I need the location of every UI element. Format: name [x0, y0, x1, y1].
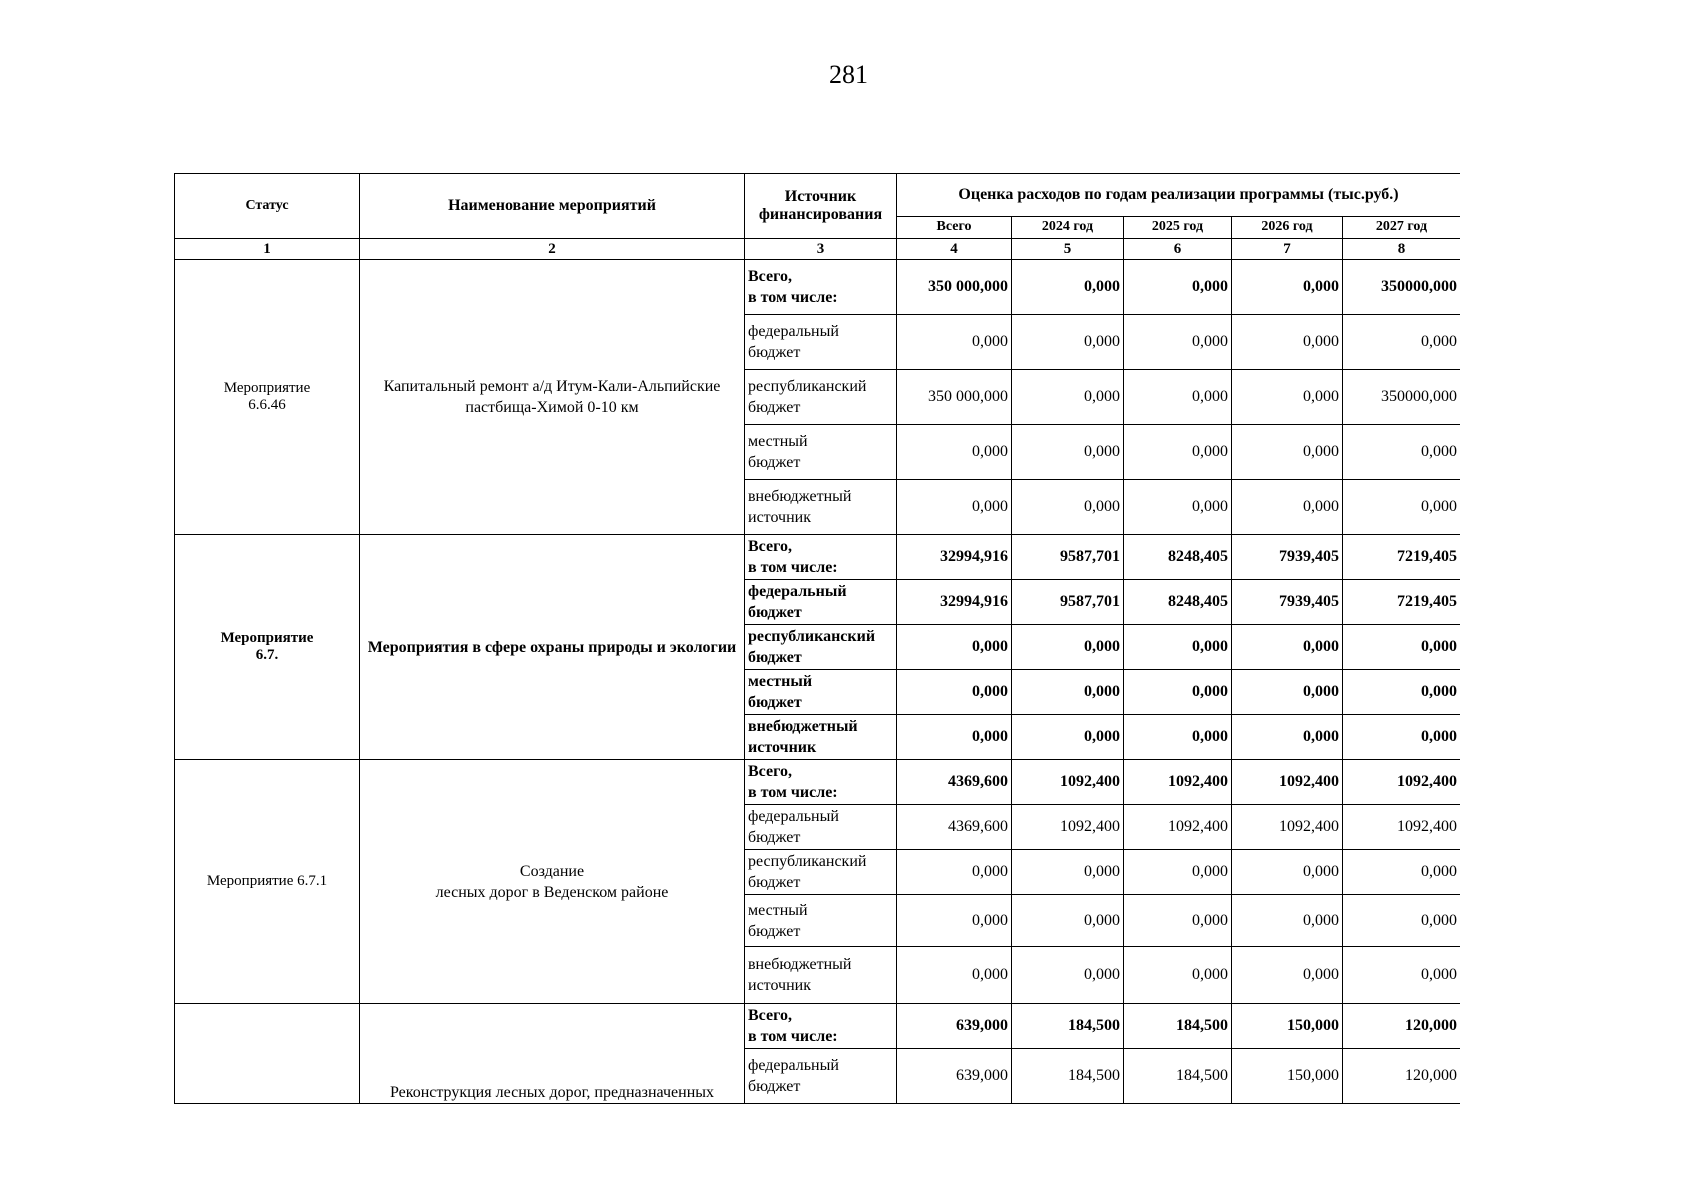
funding-source: Всего, в том числе: [745, 760, 897, 805]
column-index-5: 5 [1012, 239, 1124, 260]
value-total: 32994,916 [897, 535, 1012, 580]
value-total: 350 000,000 [897, 260, 1012, 315]
value-2024: 184,500 [1012, 1004, 1124, 1049]
value-2027: 0,000 [1343, 850, 1461, 895]
column-index-2: 2 [360, 239, 745, 260]
value-2025: 0,000 [1124, 625, 1232, 670]
value-2026: 0,000 [1232, 715, 1343, 760]
header-2026: 2026 год [1232, 216, 1343, 238]
funding-source: местный бюджет [745, 895, 897, 947]
value-2026: 0,000 [1232, 425, 1343, 480]
column-index-1: 1 [175, 239, 360, 260]
header-status: Статус [175, 174, 360, 239]
table-row [175, 1004, 1461, 1049]
value-2024: 0,000 [1012, 947, 1124, 1004]
value-total: 0,000 [897, 425, 1012, 480]
value-2025: 184,500 [1124, 1004, 1232, 1049]
value-2024: 184,500 [1012, 1049, 1124, 1104]
value-2024: 0,000 [1012, 425, 1124, 480]
value-2025: 0,000 [1124, 947, 1232, 1004]
value-2024: 0,000 [1012, 895, 1124, 947]
value-2027: 7219,405 [1343, 535, 1461, 580]
value-2026: 0,000 [1232, 895, 1343, 947]
value-2024: 0,000 [1012, 715, 1124, 760]
funding-source: Всего, в том числе: [745, 260, 897, 315]
value-2026: 7939,405 [1232, 535, 1343, 580]
value-2026: 0,000 [1232, 947, 1343, 1004]
column-index-row [175, 239, 1461, 260]
value-2026: 1092,400 [1232, 760, 1343, 805]
funding-source: Всего, в том числе: [745, 1004, 897, 1049]
value-2024: 0,000 [1012, 315, 1124, 370]
activity-name: Реконструкция лесных дорог, предназначенных [360, 1004, 745, 1104]
value-2026: 0,000 [1232, 670, 1343, 715]
column-index-8: 8 [1343, 239, 1461, 260]
value-2026: 150,000 [1232, 1004, 1343, 1049]
value-2026: 0,000 [1232, 625, 1343, 670]
value-total: 4369,600 [897, 805, 1012, 850]
column-index-6: 6 [1124, 239, 1232, 260]
value-2027: 0,000 [1343, 947, 1461, 1004]
funding-source: местный бюджет [745, 670, 897, 715]
value-total: 32994,916 [897, 580, 1012, 625]
value-2025: 0,000 [1124, 480, 1232, 535]
value-2027: 0,000 [1343, 480, 1461, 535]
funding-source: внебюджетный источник [745, 947, 897, 1004]
value-2025: 0,000 [1124, 715, 1232, 760]
table-row [175, 535, 1461, 580]
value-total: 639,000 [897, 1049, 1012, 1104]
value-2026: 7939,405 [1232, 580, 1343, 625]
value-2025: 184,500 [1124, 1049, 1232, 1104]
funding-source: федеральный бюджет [745, 315, 897, 370]
value-2027: 0,000 [1343, 895, 1461, 947]
header-2025: 2025 год [1124, 216, 1232, 238]
header-estimate: Оценка расходов по годам реализации программы (тыс.руб.) [897, 174, 1461, 217]
value-2027: 7219,405 [1343, 580, 1461, 625]
value-total: 4369,600 [897, 760, 1012, 805]
table-row [175, 260, 1461, 315]
value-2026: 0,000 [1232, 260, 1343, 315]
value-2024: 0,000 [1012, 370, 1124, 425]
value-2025: 0,000 [1124, 315, 1232, 370]
value-total: 0,000 [897, 715, 1012, 760]
value-2027: 0,000 [1343, 625, 1461, 670]
value-2025: 0,000 [1124, 670, 1232, 715]
activity-status: Мероприятие 6.7.1 [175, 760, 360, 1004]
column-index-7: 7 [1232, 239, 1343, 260]
value-total: 0,000 [897, 895, 1012, 947]
value-2024: 9587,701 [1012, 580, 1124, 625]
value-total: 639,000 [897, 1004, 1012, 1049]
table-row [175, 760, 1461, 805]
value-2027: 0,000 [1343, 670, 1461, 715]
activity-status: Мероприятие 6.7. [175, 535, 360, 760]
header-2027: 2027 год [1343, 216, 1461, 238]
header-name: Наименование мероприятий [360, 174, 745, 239]
value-2025: 1092,400 [1124, 805, 1232, 850]
funding-source: федеральный бюджет [745, 805, 897, 850]
value-total: 0,000 [897, 480, 1012, 535]
header-total: Всего [897, 216, 1012, 238]
value-2024: 0,000 [1012, 480, 1124, 535]
value-2027: 350000,000 [1343, 260, 1461, 315]
value-2027: 120,000 [1343, 1049, 1461, 1104]
value-2027: 0,000 [1343, 425, 1461, 480]
activity-name: Мероприятия в сфере охраны природы и экологии [360, 535, 745, 760]
activity-name: Создание лесных дорог в Веденском районе [360, 760, 745, 1004]
funding-source: Всего, в том числе: [745, 535, 897, 580]
value-2024: 9587,701 [1012, 535, 1124, 580]
column-index-4: 4 [897, 239, 1012, 260]
value-2024: 1092,400 [1012, 760, 1124, 805]
value-2027: 1092,400 [1343, 760, 1461, 805]
activity-name: Капитальный ремонт а/д Итум-Кали-Альпийские пастбища-Химой 0-10 км [360, 260, 745, 535]
activity-status [175, 1004, 360, 1104]
funding-source: федеральный бюджет [745, 580, 897, 625]
value-2026: 1092,400 [1232, 805, 1343, 850]
value-2025: 0,000 [1124, 370, 1232, 425]
value-total: 0,000 [897, 315, 1012, 370]
value-2027: 1092,400 [1343, 805, 1461, 850]
value-2025: 0,000 [1124, 850, 1232, 895]
budget-table-container [174, 173, 1460, 1112]
value-2024: 0,000 [1012, 670, 1124, 715]
funding-source: местный бюджет [745, 425, 897, 480]
value-total: 350 000,000 [897, 370, 1012, 425]
value-2027: 0,000 [1343, 715, 1461, 760]
value-2026: 0,000 [1232, 370, 1343, 425]
value-total: 0,000 [897, 670, 1012, 715]
funding-source: республиканский бюджет [745, 850, 897, 895]
value-2027: 120,000 [1343, 1004, 1461, 1049]
funding-source: республиканский бюджет [745, 625, 897, 670]
value-2027: 0,000 [1343, 315, 1461, 370]
value-2025: 8248,405 [1124, 535, 1232, 580]
funding-source: внебюджетный источник [745, 715, 897, 760]
value-2026: 150,000 [1232, 1049, 1343, 1104]
funding-source: федеральный бюджет [745, 1049, 897, 1104]
value-2024: 1092,400 [1012, 805, 1124, 850]
activity-status: Мероприятие 6.6.46 [175, 260, 360, 535]
value-2027: 350000,000 [1343, 370, 1461, 425]
value-2024: 0,000 [1012, 260, 1124, 315]
header-2024: 2024 год [1012, 216, 1124, 238]
value-2025: 0,000 [1124, 425, 1232, 480]
value-2026: 0,000 [1232, 850, 1343, 895]
budget-table [174, 173, 1460, 1104]
page-number: 281 [829, 60, 868, 89]
value-total: 0,000 [897, 625, 1012, 670]
value-2026: 0,000 [1232, 480, 1343, 535]
funding-source: республиканский бюджет [745, 370, 897, 425]
header-source: Источник финансирования [745, 174, 897, 239]
value-2025: 8248,405 [1124, 580, 1232, 625]
value-total: 0,000 [897, 850, 1012, 895]
value-2025: 1092,400 [1124, 760, 1232, 805]
value-2025: 0,000 [1124, 260, 1232, 315]
value-2024: 0,000 [1012, 850, 1124, 895]
funding-source: внебюджетный источник [745, 480, 897, 535]
column-index-3: 3 [745, 239, 897, 260]
value-2026: 0,000 [1232, 315, 1343, 370]
value-2025: 0,000 [1124, 895, 1232, 947]
value-2024: 0,000 [1012, 625, 1124, 670]
value-total: 0,000 [897, 947, 1012, 1004]
